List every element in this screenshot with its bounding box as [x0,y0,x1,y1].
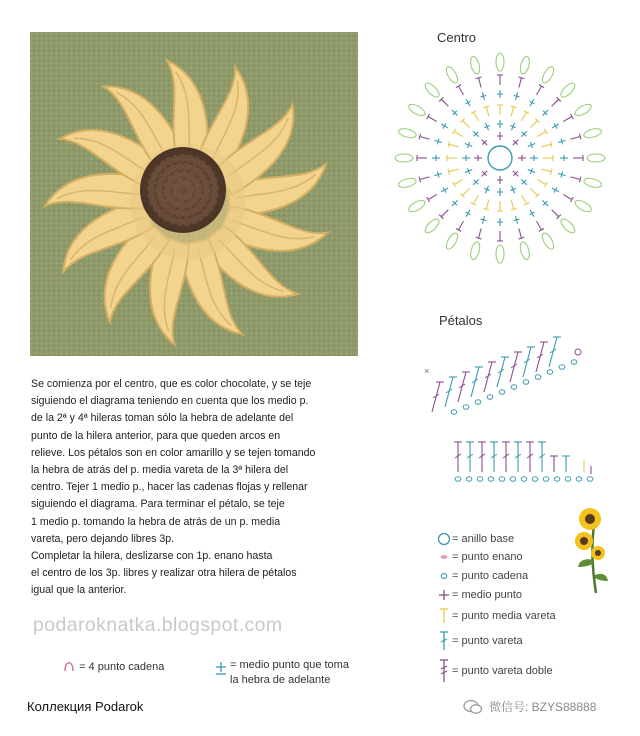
stitch-symbol [528,186,539,197]
chain-stitch-icon [437,569,451,583]
stitch-symbol [527,98,536,108]
stitch-symbol [562,192,574,202]
stitch-symbol [463,98,472,108]
chain-stitch [511,385,517,389]
front-loop-sc-icon [214,660,228,678]
wechat-id: 微信号: BZYS88888 [489,700,597,714]
stitch-symbol [518,155,526,161]
chain-arc-icon [62,658,76,672]
stitch-symbol [497,176,503,184]
stitch-symbol [562,456,570,472]
stitch-symbol [526,442,534,472]
chain-loop [519,56,531,75]
ring-icon [437,532,451,546]
chain-loop [395,154,413,162]
petalos-heading: Pétalos [439,313,483,328]
stitch-symbol [417,155,427,161]
stitch-symbol [511,137,521,147]
stitch-symbol [434,171,443,179]
chain-stitch [499,390,505,394]
chain-loop [469,56,481,75]
stitch-symbol [519,129,529,139]
chain-loop [573,102,593,118]
stitch-symbol [527,208,536,218]
single-crochet-icon [437,588,451,602]
legend-row: = anillo base [436,532,514,546]
slip-stitch-icon [437,550,451,564]
stitch-symbol [419,134,430,142]
instruction-line: Se comienza por el centro, que es color chocolate, y se teje [31,378,312,390]
blog-watermark: podaroknatka.blogspot.com [33,614,283,636]
chain-loop [444,231,460,251]
stitch-symbol [508,199,516,210]
stitch-symbol [440,185,450,194]
stitch-symbol [549,337,561,367]
stitch-symbol [479,169,489,179]
stitch-symbol [523,347,535,377]
stitch-symbol [497,201,503,211]
stitch-symbol [550,121,560,130]
stitch-symbol [550,456,558,472]
half-double-crochet-icon [437,607,451,625]
stitch-symbol [527,167,537,176]
sunflower-photo [30,32,358,356]
base-ring [488,146,512,170]
stitch-symbol [483,122,492,132]
chain-stitch [475,400,481,404]
chain-arc-label: = 4 punto cadena [79,661,165,673]
small-sunflower-icon [591,546,605,560]
stitch-symbol [534,220,544,232]
instruction-line: el centro de los 3p. libres y realizar otra hilera de pétalos [31,567,297,580]
chain-loop [559,81,577,99]
stitch-symbol [456,85,466,97]
chain-stitch [535,375,541,379]
stitch-symbol [511,169,521,179]
stitch-symbol [541,166,552,174]
double-crochet-icon [437,630,451,652]
stitch-symbol [497,132,503,140]
stitch-symbol [434,138,443,146]
stitch-symbol [432,155,440,161]
stitch-symbol [497,105,503,115]
front-loop-label-1: = medio punto que toma [230,659,349,671]
chain-loop [587,154,605,162]
stitch-symbol [462,155,470,161]
legend-row: = punto cadena [436,569,528,583]
stitch-symbol [445,377,457,407]
stitch-symbol [538,442,546,472]
instruction-line: de la 2ª y 4ª hileras toman sólo la hebra de adelante del [31,412,294,425]
stitch-symbol [573,155,583,161]
front-loop-label-2: la hebra de adelante [230,674,331,686]
stitch-symbol [557,138,566,146]
centro-diagram [392,50,608,271]
stitch-symbol [540,198,550,208]
stitch-symbol [557,171,566,179]
chain-loop [407,198,427,214]
chain-loop [540,231,556,251]
stitch-symbol [439,207,450,218]
collection-credit: Коллекция Podarok [27,699,144,714]
stitch-symbol [419,174,430,182]
stitch-symbol [454,442,462,472]
stitch-symbol [516,77,524,88]
stitch-symbol [453,177,465,187]
stitch-symbol [439,97,450,108]
stitch-symbol [464,141,474,150]
wechat-icon [463,699,483,715]
stitch-symbol [534,85,544,97]
stitch-symbol [549,97,560,108]
stitch-symbol [497,75,503,85]
small-sunflower-icon [575,532,593,550]
stitch-symbol [519,111,529,123]
stitch-symbol [497,231,503,241]
stitch-symbol [471,194,481,206]
stitch-symbol [497,357,509,387]
stitch-symbol [450,108,460,118]
stitch-symbol [480,215,488,224]
stitch-symbol [549,207,560,218]
stitch-symbol [509,185,518,195]
legend-row: = punto media vareta [436,607,556,625]
wechat-watermark [463,698,596,715]
stitch-symbol [456,220,466,232]
instruction-line: centro. Tejer 1 medio p., hacer las cadenas flojas y rellenar [31,481,308,494]
stitch-symbol [536,177,548,187]
stitch-symbol [541,141,552,149]
legend-row: = punto enano [436,550,523,564]
stitch-symbol [476,228,484,239]
stitch-symbol [497,218,503,226]
stitch-symbol [460,186,471,197]
instruction-line: 1 medio p. tomando la hebra de atrás de un p. media [31,515,281,528]
stitch-symbol [536,342,548,372]
stitch-symbol [478,442,486,472]
stitch-symbol [464,167,474,176]
stitch-symbol [543,155,553,161]
legend-row: = medio punto [436,588,522,602]
stitch-symbol [540,108,550,118]
chain-stitch [451,410,457,414]
treble-crochet-icon [437,658,451,684]
stitch-symbol [466,442,474,472]
chain-loop [573,198,593,214]
stitch-symbol [513,92,521,101]
instruction-line: relieve. Los pétalos son en color amarillo y se tejen tomando [31,446,316,459]
chain-loop [496,53,504,71]
stitch-symbol [479,137,489,147]
chain-stitch [487,395,493,399]
stitch-symbol [483,185,492,195]
stitch-symbol [502,442,510,472]
chain-loop [583,177,602,189]
stitch-symbol [448,166,459,174]
stitch-symbol [471,367,483,397]
chain-stitch [547,370,553,374]
stitch-symbol [519,194,529,206]
stitch-symbol [490,442,498,472]
stitch-symbol [536,129,548,139]
chain-loop [398,177,417,189]
instruction-line: punto de la hilera anterior, para que queden arcos en [31,429,281,442]
chain-stitch [576,477,582,481]
stitch-symbol [480,92,488,101]
chain-stitch [521,477,527,481]
chain-loop [423,217,441,235]
stitch-symbol [450,198,460,208]
chain-stitch [499,477,505,481]
chain-loop [407,102,427,118]
small-sunflower-icon [579,508,601,530]
stitch-symbol [474,155,482,161]
instruction-line: igual que la anterior. [31,584,127,597]
stitch-symbol [432,382,444,412]
stitch-symbol [528,118,539,129]
sunflower-decoration [572,505,612,600]
chain-stitch [559,365,565,369]
stitch-symbol [460,118,471,129]
chain-stitch [532,477,538,481]
chain-stitch [477,477,483,481]
stitch-symbol [508,106,516,117]
stitch-symbol [516,228,524,239]
stitch-symbol [427,192,439,202]
chain-arc-legend [62,658,164,673]
chain-loop [423,81,441,99]
stitch-symbol [560,155,568,161]
stitch-symbol [483,199,491,210]
chain-stitch [463,405,469,409]
stitch-symbol [458,372,470,402]
chain-loop [444,65,460,85]
instruction-line: la hebra de atrás del p. media vareta de la 3ª hilera del [31,464,289,477]
stitch-symbol [483,106,491,117]
petal-diagram [418,334,608,489]
instruction-line: siguiendo el diagrama teniendo en cuenta que los medio p. [31,395,309,408]
chain-loop [540,65,556,85]
stitch-symbol [570,174,581,182]
stitch-symbol [562,114,574,124]
svg-text:×: × [424,366,430,376]
stitch-symbol [497,188,503,196]
stitch-symbol [453,129,465,139]
instruction-line: Completar la hilera, deslizarse con 1p. enano hasta [31,550,273,563]
stitch-symbol [510,352,522,382]
chain-stitch [488,477,494,481]
chain-loop [519,241,531,260]
stitch-symbol [476,77,484,88]
stitch-symbol [471,129,481,139]
stitch-symbol [447,155,457,161]
stitch-symbol [471,177,481,187]
chain-stitch [543,477,549,481]
chain-stitch [565,477,571,481]
stitch-symbol [471,111,481,123]
chain-loop [496,245,504,263]
chain-stitch [554,477,560,481]
instruction-line: vareta, pero dejando libres 3p. [31,532,175,545]
stitch-symbol [448,141,459,149]
chain-loop [559,217,577,235]
instruction-line: siguiendo el diagrama. Para terminar el pétalo, se teje [31,498,285,511]
stitch-symbol [527,141,537,150]
chain-stitch [523,380,529,384]
chain-stitch [587,477,593,481]
stitch-symbol [497,120,503,128]
stitch-symbol [550,185,560,194]
stitch-symbol [497,90,503,98]
stitch-symbol [513,215,521,224]
chain-stitch [571,360,577,364]
stitch-symbol [463,208,472,218]
chain-stitch [466,477,472,481]
chain-loop [469,241,481,260]
chain-loop [583,127,602,139]
chain-stitch [455,477,461,481]
legend-row: = punto vareta [436,630,523,652]
stitch-symbol [570,134,581,142]
stitch-symbol [509,122,518,132]
stitch-symbol [514,442,522,472]
stitch-symbol [484,362,496,392]
stitch-symbol [440,121,450,130]
stitch-symbol [519,177,529,187]
chain-loop [398,127,417,139]
stitch-symbol [530,155,538,161]
stitch-symbol [427,114,439,124]
instructions-text [31,376,376,600]
centro-heading: Centro [437,30,477,45]
chain-stitch [510,477,516,481]
legend-row: = punto vareta doble [436,658,553,684]
